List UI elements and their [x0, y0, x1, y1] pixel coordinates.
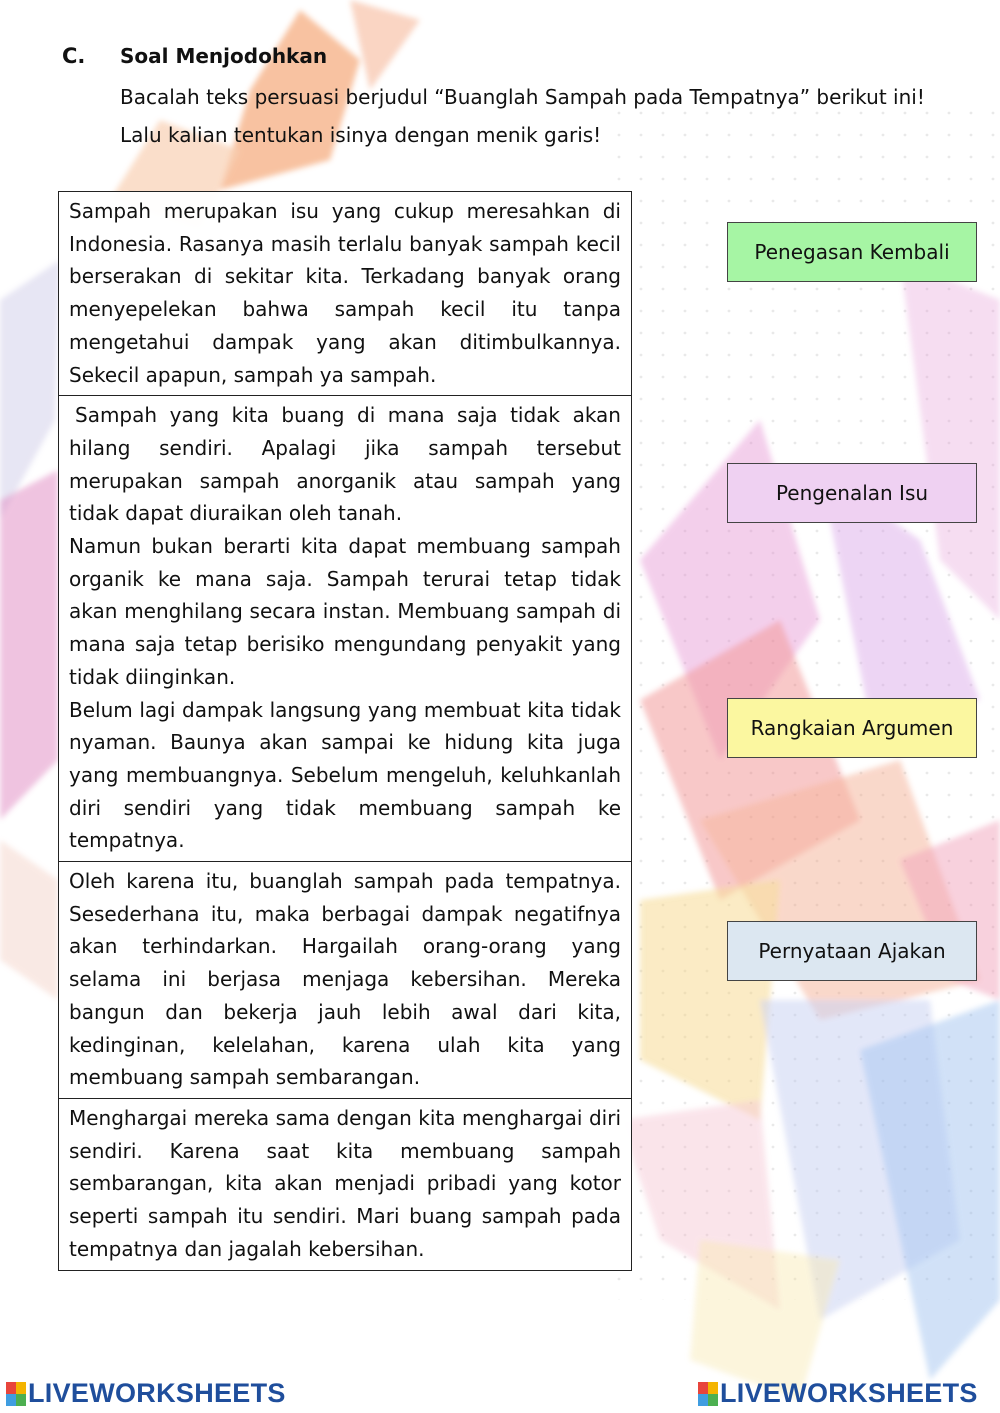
passage-paragraph: Menghargai mereka sama dengan kita menghargai diri sendiri. Karena saat kita membuang sampah sembarangan, kita akan menjadi pribadi yang kotor seperti sampah itu sendiri. Mari buang sampah pada tempatnya dan jagalah kebersihan. — [69, 1105, 621, 1261]
liveworksheets-mark-icon — [698, 1382, 718, 1406]
answer-option-penegasan-kembali[interactable]: Penegasan Kembali — [727, 222, 977, 282]
passage-table — [58, 191, 632, 1271]
passage-row-4[interactable] — [59, 1098, 631, 1270]
instruction-text: Bacalah teks persuasi berjudul “Buanglah Sampah pada Tempatnya” berikut ini! Lalu kalian tentukan isinya dengan menik garis! — [120, 85, 925, 147]
answer-option-rangkaian-argumen[interactable]: Rangkaian Argumen — [727, 698, 977, 758]
answer-option-pengenalan-isu[interactable]: Pengenalan Isu — [727, 463, 977, 523]
section-title: Soal Menjodohkan — [120, 44, 328, 68]
logo-text: LIVEWORKSHEETS — [720, 1378, 978, 1408]
passage-paragraph: Namun bukan berarti kita dapat membuang sampah organik ke mana saja. Sampah terurai tetap tidak akan menghilang secara instan. Membuang sampah di mana saja tetap berisiko mengundang penyakit yang tidak diinginkan. — [69, 534, 621, 689]
passage-row-2[interactable] — [59, 395, 631, 861]
answer-option-pernyataan-ajakan[interactable]: Pernyataan Ajakan — [727, 921, 977, 981]
passage-paragraph: Sampah merupakan isu yang cukup meresahkan di Indonesia. Rasanya masih terlalu banyak sampah kecil berserakan di sekitar kita. Terkadang banyak orang menyepelekan bahwa sampah kecil itu tanpa mengetahui dampak yang akan ditimbulkannya. Sekecil apapun, sampah ya sampah. — [69, 199, 621, 387]
passage-row-3[interactable] — [59, 861, 631, 1098]
liveworksheets-mark-icon — [6, 1382, 26, 1406]
section-letter: C. — [62, 44, 86, 68]
passage-paragraph: Sampah yang kita buang di mana saja tidak akan hilang sendiri. Apalagi jika sampah tersebut merupakan sampah anorganik atau sampah yang tidak dapat diuraikan oleh tanah. — [69, 403, 621, 526]
liveworksheets-logo-right — [698, 1378, 978, 1409]
logo-text: LIVEWORKSHEETS — [28, 1378, 286, 1408]
passage-paragraph: Belum lagi dampak langsung yang membuat kita tidak nyaman. Baunya akan sampai ke hidung kita juga yang membuangnya. Sebelum mengeluh, keluhkanlah diri sendiri yang tidak membuang sampah ke tempatnya. — [69, 697, 621, 853]
passage-row-1[interactable] — [59, 192, 631, 395]
passage-paragraph: Oleh karena itu, buanglah sampah pada tempatnya. Sesederhana itu, maka berbagai dampak negatifnya akan terhindarkan. Hargailah orang-orang yang selama ini berjasa menjaga kebersihan. Mereka bangun dan bekerja jauh lebih awal dari kita, kedinginan, kelelahan, karena ulah kita yang membuang sampah sembarangan. — [69, 869, 621, 1090]
liveworksheets-logo-left — [6, 1378, 286, 1409]
